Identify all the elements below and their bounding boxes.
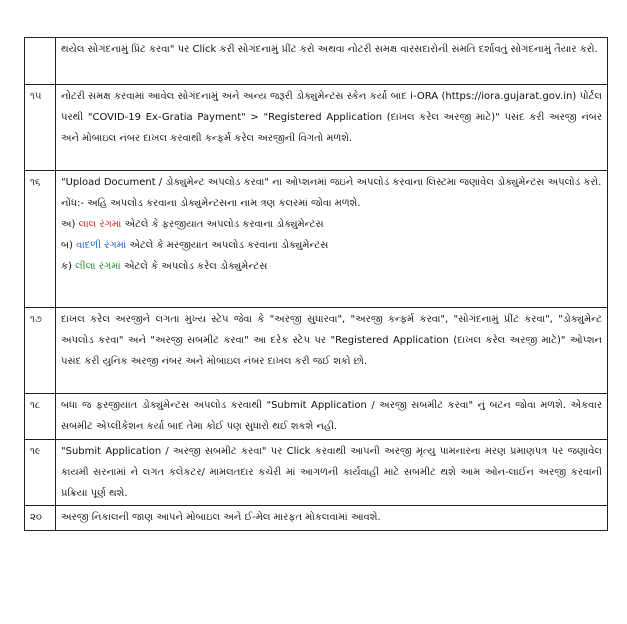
list-item-text: એટલે કે મરજીયાત અપલોડ કરવાના ડોક્યુમેન્ટસ	[129, 240, 329, 251]
table-row	[25, 38, 608, 85]
step-number: ૧૮	[25, 394, 56, 440]
list-item	[61, 256, 602, 277]
list-marker: ક)	[61, 261, 72, 272]
list-item	[61, 235, 602, 256]
step-text	[56, 38, 608, 85]
step-number: ૧૬	[25, 171, 56, 308]
list-item-text: એટલે કે ફરજીયાત અપલોડ કરવાના ડોક્યુમેન્ટસ	[124, 219, 324, 230]
step-text-content: "Submit Application / અરજી સબમીટ કરવા" પર Click કરવાથી આપની અરજી મૃત્યુ પામનારના મરણ પ્રમાણપત્ર પર જણાવેલ કાયમી સરનામાં ને લગત કલેકટર/ મામલતદાર કચેરી માં આગળની કાર્યવાહી માટે સબમીટ થશે આમ ઓન-લાઈન અરજી કરવાની પ્રક્રિયા પૂર્ણ થશે.	[61, 446, 602, 499]
step-text	[56, 394, 608, 440]
table-row	[25, 394, 608, 440]
note-text: નોંધ:- અહિ અપલોડ કરવાના ડોક્યુમેન્ટસના નામ ત્રણ કલરમાં જોવા મળશે.	[61, 198, 361, 209]
table-row	[25, 171, 608, 308]
step-number: ૧૭	[25, 308, 56, 394]
step-number: ૨૦	[25, 506, 56, 531]
step-number	[25, 38, 56, 85]
step-text-content: થયેલ સોગંદનામું પ્રિંટ કરવા" પર Click કરી સોગંદનામું પ્રીંટ કરો અથવા નોટરી સમક્ષ વારસદારોની સંમતિ દર્શાવતું સોગંદનામું તૈયાર કરો.	[61, 44, 598, 55]
step-text	[56, 171, 608, 308]
table-row	[25, 308, 608, 394]
steps-table	[24, 37, 608, 531]
list-marker: અ)	[61, 219, 76, 230]
step-text-content: દાખલ કરેલ અરજીને લગતા મુખ્ય સ્ટેપ જેવા કે "અરજી સુધારવા", "અરજી કન્ફર્મ કરવા", "સોગંદનામું પ્રીંટ કરવા", "ડોક્યુમેન્ટ અપલોડ કરવા" અને "અરજી સબમીટ કરવા" આ દરેક સ્ટેપ પર "Registered Application (દાખલ કરેલ અરજી માટે)" ઓપ્શન પસંદ કરી યુનિક અરજી નંબર અને મોબાઇલ નંબર દાખલ કરી જઈ શકો છો.	[61, 314, 602, 367]
table-row	[25, 506, 608, 531]
green-color-label: લીલા રંગમાં	[75, 261, 121, 272]
step-text	[56, 506, 608, 531]
step-text-content: નોટરી સમક્ષ કરવામાં આવેલ સોગંદનામું અને અન્ય જરૂરી ડોક્યુમેન્ટસ સ્કેન કર્યા બાદ i-ORA (https://iora.gujarat.gov.in) પોર્ટલ પરથી "COVID-19 Ex-Gratia Payment" > "Registered Application (દાખલ કરેલ અરજી માટે)" પસંદ કરી અરજી નંબર અને મોબાઇલ નંબર દાખલ કરવાથી કન્ફર્મ કરેલ અરજીની વિગતો મળશે.	[61, 91, 602, 144]
step-text	[56, 440, 608, 506]
step-text-content: અરજી નિકાલની જાણ આપને મોબાઇલ અને ઈ-મેલ મારફત મોકલવામાં આવશે.	[61, 512, 381, 523]
table-row	[25, 85, 608, 171]
step-text-content: બધા જ ફરજીયાત ડોક્યુમેન્ટસ અપલોડ કરવાથી "Submit Application / અરજી સબમીટ કરવા" નું બટન જોવા મળશે. એકવાર સબમીટ એપ્લીકેશન કર્યા બાદ તેમા કોઈ પણ સુધારો થઈ શકશે નહી.	[61, 400, 602, 432]
list-item	[61, 214, 602, 235]
blue-color-label: વાદળી રંગમાં	[76, 240, 127, 251]
step-text	[56, 308, 608, 394]
step-number: ૧૯	[25, 440, 56, 506]
document-page	[24, 37, 608, 531]
list-marker: બ)	[61, 240, 73, 251]
red-color-label: લાલ રંગમાં	[78, 219, 122, 230]
table-row	[25, 440, 608, 506]
upload-instruction: "Upload Document / ડોક્યુમેન્ટ અપલોડ કરવા" ના ઓપ્શનમાં જઇને અપલોડ કરવાના લિસ્ટમા જણાવેલ ડોક્યુમેન્ટસ અપલોડ કરો.	[61, 177, 602, 188]
step-text	[56, 85, 608, 171]
list-item-text: એટલે કે અપલોડ કરેલ ડોક્યુમેન્ટસ	[123, 261, 268, 272]
step-number: ૧૫	[25, 85, 56, 171]
